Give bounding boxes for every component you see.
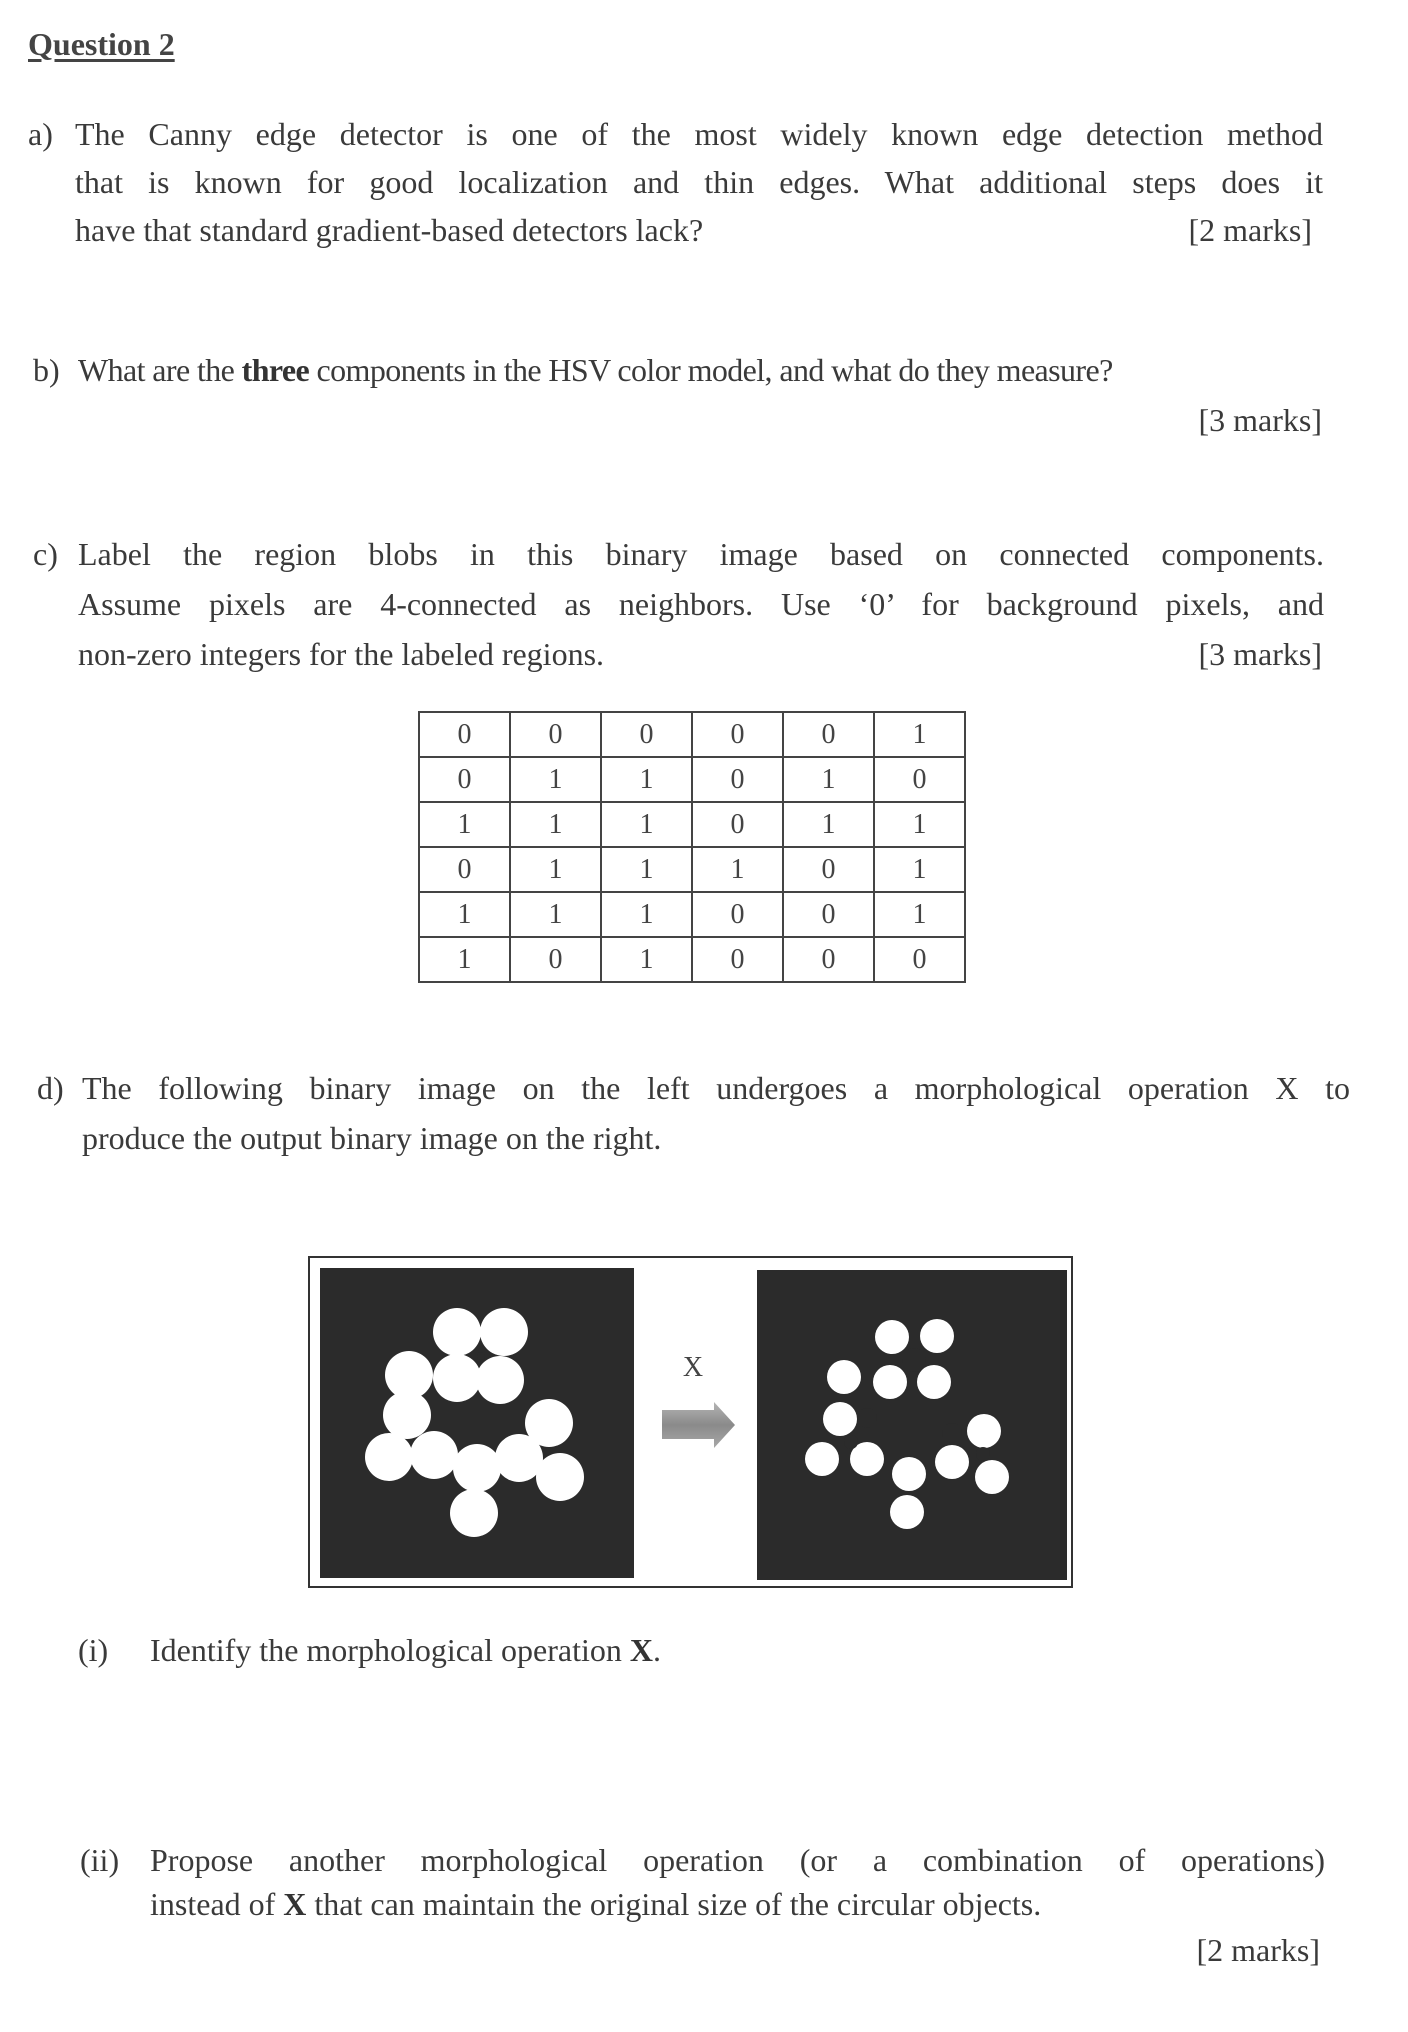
grid-cell: 0 xyxy=(510,937,601,982)
part-d-line-2: produce the output binary image on the right. xyxy=(82,1120,662,1156)
grid-row xyxy=(419,892,965,937)
grid-cell: 1 xyxy=(783,802,874,847)
part-c-line-1: Label the region blobs in this binary image based on connected components. xyxy=(78,536,1324,572)
part-a-line-2: that is known for good localization and thin edges. What additional steps does it xyxy=(75,164,1323,200)
grid-cell: 0 xyxy=(601,712,692,757)
blob-circle xyxy=(433,1308,481,1356)
part-d-ii-line-2-after: that can maintain the original size of the circular objects. xyxy=(306,1886,1042,1922)
right-arrow-icon xyxy=(662,1402,735,1448)
part-c-label: c) xyxy=(33,536,58,572)
grid-cell: 1 xyxy=(601,802,692,847)
blob-circle xyxy=(383,1391,431,1439)
part-a-line-3: have that standard gradient-based detectors lack? xyxy=(75,212,704,248)
blob-hole xyxy=(902,1348,926,1372)
blob-circle xyxy=(805,1442,839,1476)
part-a-marks: [2 marks] xyxy=(1188,212,1312,248)
part-b-marks: [3 marks] xyxy=(1198,402,1322,438)
blob-circle xyxy=(967,1414,1001,1448)
part-a-label: a) xyxy=(28,116,53,152)
grid-cell: 1 xyxy=(419,892,510,937)
grid-cell: 0 xyxy=(783,847,874,892)
grid-cell: 0 xyxy=(783,937,874,982)
morphology-figure xyxy=(308,1256,1073,1588)
grid-cell: 1 xyxy=(601,892,692,937)
grid-cell: 0 xyxy=(692,937,783,982)
grid-cell: 0 xyxy=(874,937,965,982)
grid-cell: 1 xyxy=(419,802,510,847)
blob-circle xyxy=(525,1399,573,1447)
grid-cell: 0 xyxy=(692,802,783,847)
part-d-line-1: The following binary image on the left undergoes a morphological operation X to xyxy=(82,1070,1350,1106)
blob-circle xyxy=(975,1460,1009,1494)
blob-circle xyxy=(453,1444,501,1492)
grid-row xyxy=(419,847,965,892)
blob-hole xyxy=(844,1435,858,1449)
grid-row xyxy=(419,802,965,847)
grid-cell: 0 xyxy=(692,712,783,757)
grid-cell: 0 xyxy=(419,712,510,757)
grid-cell: 0 xyxy=(874,757,965,802)
grid-cell: 0 xyxy=(692,892,783,937)
part-d-ii-label: (ii) xyxy=(80,1842,120,1878)
part-b-text-before: What are the xyxy=(78,352,242,388)
grid-cell: 1 xyxy=(692,847,783,892)
part-c-line-3: non-zero integers for the labeled regions. xyxy=(78,636,605,672)
blob-circle xyxy=(935,1445,969,1479)
part-d-ii-line-1: Propose another morphological operation (or a combination of operations) xyxy=(150,1842,1325,1878)
operation-x-label: X xyxy=(682,1352,704,1383)
blob-circle xyxy=(480,1308,528,1356)
grid-cell: 1 xyxy=(510,802,601,847)
blob-hole xyxy=(942,1423,962,1443)
blob-circle xyxy=(875,1320,909,1354)
blob-circle xyxy=(892,1457,926,1491)
blob-circle xyxy=(410,1431,458,1479)
part-b-text-bold: three xyxy=(241,352,310,388)
grid-cell: 1 xyxy=(510,847,601,892)
blob-hole xyxy=(477,1352,485,1360)
blob-circle xyxy=(920,1319,954,1353)
grid-cell: 1 xyxy=(510,757,601,802)
blob-circle xyxy=(433,1354,481,1402)
blob-circle xyxy=(917,1365,951,1399)
blob-hole xyxy=(976,1447,990,1461)
part-a-line-1: The Canny edge detector is one of the most widely known edge detection method xyxy=(75,116,1323,152)
part-d-ii-line-2-bold: X xyxy=(283,1886,307,1922)
blob-circle xyxy=(873,1365,907,1399)
part-c-marks: [3 marks] xyxy=(1198,636,1322,672)
part-d-i-text-after: . xyxy=(652,1632,661,1668)
grid-cell: 1 xyxy=(783,757,874,802)
question-title: Question 2 xyxy=(28,26,175,62)
part-d-ii-line-2 xyxy=(150,1880,1041,1928)
grid-cell: 1 xyxy=(601,937,692,982)
part-d-i-text-bold: X xyxy=(629,1632,653,1668)
part-c-line-2: Assume pixels are 4-connected as neighbors. Use ‘0’ for background pixels, and xyxy=(78,586,1324,622)
grid-cell: 0 xyxy=(783,892,874,937)
part-d-i-label: (i) xyxy=(78,1632,109,1668)
grid-cell: 1 xyxy=(419,937,510,982)
grid-cell: 0 xyxy=(783,712,874,757)
part-d-label: d) xyxy=(37,1070,64,1106)
part-b-text xyxy=(78,346,1113,394)
blob-circle xyxy=(365,1433,413,1481)
output-image-background xyxy=(757,1270,1067,1580)
blob-circle xyxy=(450,1489,498,1537)
blob-circle xyxy=(823,1402,857,1436)
grid-row xyxy=(419,937,965,982)
grid-row xyxy=(419,757,965,802)
grid-cell: 1 xyxy=(874,712,965,757)
grid-cell: 0 xyxy=(510,712,601,757)
grid-cell: 0 xyxy=(692,757,783,802)
part-b-text-after: components in the HSV color model, and what do they measure? xyxy=(309,352,1113,388)
blob-circle xyxy=(476,1356,524,1404)
grid-cell: 1 xyxy=(874,847,965,892)
grid-cell: 0 xyxy=(419,847,510,892)
blob-hole xyxy=(857,1408,877,1428)
part-d-i-text xyxy=(150,1626,661,1674)
grid-cell: 1 xyxy=(601,847,692,892)
grid-cell: 1 xyxy=(601,757,692,802)
blob-circle xyxy=(536,1453,584,1501)
part-d-ii-line-2-before: instead of xyxy=(150,1886,284,1922)
grid-cell: 1 xyxy=(510,892,601,937)
blob-circle xyxy=(890,1495,924,1529)
part-b-label: b) xyxy=(33,352,60,388)
grid-cell: 1 xyxy=(874,892,965,937)
binary-image-grid xyxy=(418,711,966,983)
grid-cell: 1 xyxy=(874,802,965,847)
blob-circle xyxy=(827,1360,861,1394)
part-d-marks: [2 marks] xyxy=(1196,1932,1320,1968)
grid-cell: 0 xyxy=(419,757,510,802)
part-d-i-text-before: Identify the morphological operation xyxy=(150,1632,630,1668)
morphology-figure-svg xyxy=(310,1258,1071,1586)
grid-row xyxy=(419,712,965,757)
